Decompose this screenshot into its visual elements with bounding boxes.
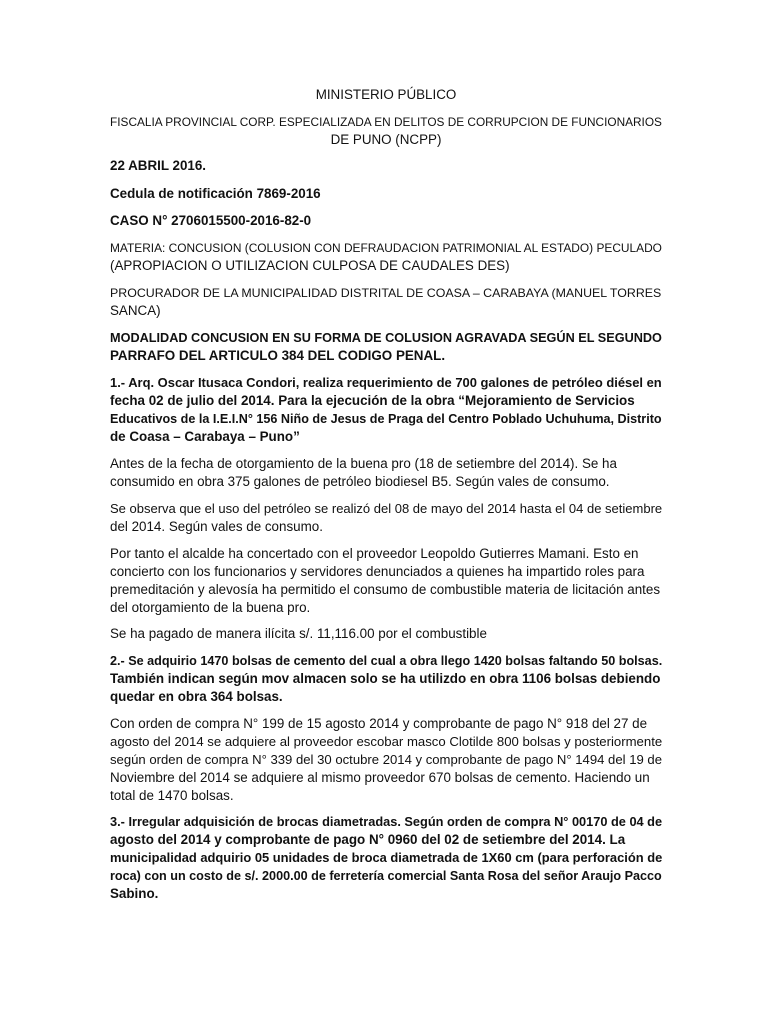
item2-p1-line2: agosto del 2014 se adquiere al proveedor escobar masco Clotilde 800 bolsas y posteriormente	[110, 734, 663, 749]
fiscalia-title-line1: FISCALIA PROVINCIAL CORP. ESPECIALIZADA EN DELITOS DE CORRUPCION DE FUNCIONARIOS	[110, 115, 662, 129]
cedula-notificacion: Cedula de notificación 7869-2016	[110, 186, 321, 201]
item2-p1-line5: total de 1470 bolsas.	[110, 788, 234, 803]
procurador-line2: SANCA)	[110, 303, 161, 318]
item1-p3-line2: concierto con los funcionarios y servidores denunciados a quienes ha impartido roles para	[110, 564, 645, 579]
item1-p3-line1: Por tanto el alcalde ha concertado con el proveedor Leopoldo Gutierres Mamani. Esto en	[110, 546, 639, 561]
item2-heading-line3: quedar en obra 364 bolsas.	[110, 689, 283, 704]
item1-p4: Se ha pagado de manera ilícita s/. 11,116.00 por el combustible	[110, 626, 487, 641]
caso-number: CASO N° 2706015500-2016-82-0	[110, 213, 312, 228]
materia-line1: MATERIA: CONCUSION (COLUSION CON DEFRAUDACION PATRIMONIAL AL ESTADO) PECULADO	[110, 241, 662, 255]
item2-p1-line3: según orden de compra N° 339 del 30 octubre 2014 y comprobante de pago N° 1494 del 19 de	[110, 752, 662, 767]
item1-heading-line1: 1.- Arq. Oscar Itusaca Condori, realiza requerimiento de 700 galones de petróleo diésel en	[110, 375, 662, 390]
item1-p3-line3: premeditación y alevosía ha permitido el consumo de combustible materia de licitación antes	[110, 582, 661, 597]
item2-p1-line4: Noviembre del 2014 se adquiere al mismo proveedor 670 bolsas de cemento. Haciendo un	[110, 770, 650, 785]
item3-heading-line3: municipalidad adquirio 05 unidades de broca diametrada de 1X60 cm (para perforación de	[110, 850, 663, 865]
item3-heading-line1: 3.- Irregular adquisición de brocas diametradas. Según orden de compra N° 00170 de 04 de	[110, 814, 663, 829]
procurador-line1: PROCURADOR DE LA MUNICIPALIDAD DISTRITAL DE COASA – CARABAYA (MANUEL TORRES	[110, 286, 662, 300]
item1-p1-line2: consumido en obra 375 galones de petróleo biodiesel B5. Según vales de consumo.	[110, 474, 610, 489]
item2-p1-line1: Con orden de compra N° 199 de 15 agosto 2014 y comprobante de pago N° 918 del 27 de	[110, 716, 648, 731]
materia-line2: (APROPIACION O UTILIZACION CULPOSA DE CAUDALES DES)	[110, 258, 510, 273]
item1-p3-line4: del otorgamiento de la buena pro.	[110, 600, 311, 615]
modalidad-line1: MODALIDAD CONCUSION EN SU FORMA DE COLUSION AGRAVADA SEGÚN EL SEGUNDO	[110, 331, 662, 345]
item1-p1-line1: Antes de la fecha de otorgamiento de la buena pro (18 de setiembre del 2014). Se ha	[110, 456, 617, 471]
document-date: 22 ABRIL 2016.	[110, 158, 207, 173]
ministry-title: MINISTERIO PÚBLICO	[315, 87, 457, 102]
item1-heading-line4: de Coasa – Carabaya – Puno”	[110, 429, 300, 444]
fiscalia-title-line2: DE PUNO (NCPP)	[330, 132, 442, 147]
item1-heading-line2: fecha 02 de julio del 2014. Para la ejecución de la obra “Mejoramiento de Servicios	[110, 393, 635, 408]
item2-heading-line2: También indican según mov almacen solo se ha utilizdo en obra 1106 bolsas debiendo	[110, 671, 661, 686]
item3-heading-line5: Sabino.	[110, 886, 159, 901]
item3-heading-line4: roca) con un costo de s/. 2000.00 de ferretería comercial Santa Rosa del señor Araujo Pacco	[110, 869, 662, 883]
item1-heading-line3: Educativos de la I.E.I.N° 156 Niño de Jesus de Praga del Centro Poblado Uchuhuma, Distrito	[110, 412, 662, 426]
item1-p2-line2: del 2014. Según vales de consumo.	[110, 519, 323, 534]
modalidad-line2: PARRAFO DEL ARTICULO 384 DEL CODIGO PENAL.	[110, 348, 446, 363]
item2-heading-line1: 2.- Se adquirio 1470 bolsas de cemento del cual a obra llego 1420 bolsas faltando 50 bolsas.	[110, 654, 663, 668]
item1-p2-line1: Se observa que el uso del petróleo se realizó del 08 de mayo del 2014 hasta el 04 de setiembre	[110, 501, 663, 516]
item3-heading-line2: agosto del 2014 y comprobante de pago N° 0960 del 02 de setiembre del 2014. La	[110, 832, 626, 847]
